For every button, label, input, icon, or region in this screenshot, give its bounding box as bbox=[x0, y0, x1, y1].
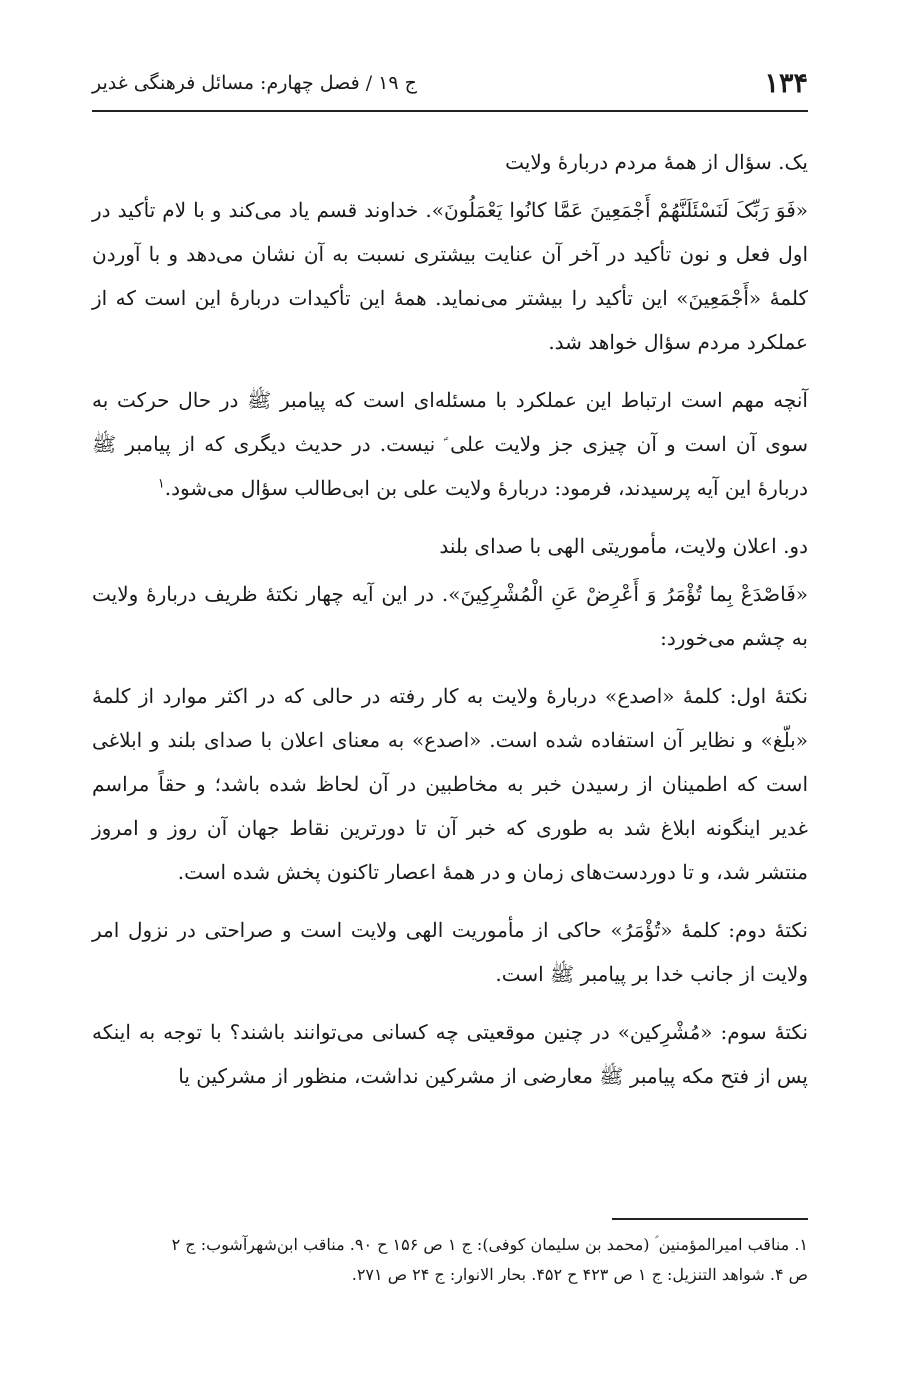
section-two-heading: دو. اعلان ولایت، مأموریتی الهی با صدای بلند bbox=[439, 534, 808, 558]
section-one-paragraph-2-text: آنچه مهم است ارتباط این عملکرد با مسئله‌ای است که پیامبر ﷺ در حال حرکت به سوی آن است و آن چیزی جز ولایت علی ؑ نیست. در حدیث دیگری که از پیامبر ﷺ دربارهٔ این آیه پرسیدند، فرمود: دربارهٔ ولایت علی بن ابی‌طالب سؤال می‌شود. bbox=[92, 388, 808, 500]
footnote-divider bbox=[612, 1218, 808, 1220]
point-one-paragraph: نکتهٔ اول: کلمهٔ «اصدع» دربارهٔ ولایت به کار رفته در حالی که در اکثر موارد از کلمهٔ «بلّغ» و نظایر آن استفاده شده است. «اصدع» به معنای اعلان با صدای بلند و ابلاغی است که اطمینان از رسیدن خبر به مخاطبین در آن لحاظ شده باشد؛ و حقاً مراسم غدیر اینگونه ابلاغ شد به طوری که خبر آن تا دورترین نقاط جهان آن روز و امروز منتشر شد، و تا دوردست‌های زمان و در همهٔ اعصار تاکنون پخش شده است. bbox=[92, 684, 808, 884]
running-title: ج ۱۹ / فصل چهارم: مسائل فرهنگی غدیر bbox=[92, 72, 417, 94]
section-one-heading: یک. سؤال از همهٔ مردم دربارهٔ ولایت bbox=[505, 150, 808, 174]
point-three-paragraph: نکتهٔ سوم: «مُشْرِکین» در چنین موقعیتی چه کسانی می‌توانند باشند؟ با توجه به اینکه پس از فتح مکه پیامبر ﷺ معارضی از مشرکین نداشت، منظور از مشرکین یا bbox=[92, 1020, 808, 1088]
section-one-paragraph-1: «فَوَ رَبِّکَ لَنَسْئَلَنَّهُمْ أَجْمَعِینَ عَمَّا کانُوا یَعْمَلُونَ». خداوند قسم یاد می‌کند و با لام تأکید در اول فعل و نون تأکید در آخر آن عنایت بیشتری نسبت به آن نشان می‌دهد و با آوردن کلمهٔ «أَجْمَعِینَ» این تأکید را بیشتر می‌نماید. همهٔ این تأکیدات دربارهٔ این است که از عملکرد مردم سؤال خواهد شد. bbox=[92, 198, 808, 354]
footnote-line-1: ۱. مناقب امیرالمؤمنین ؑ (محمد بن سلیمان کوفی): ج ۱ ص ۱۵۶ ح ۹۰. مناقب ابن‌شهرآشوب: ج ۲ bbox=[171, 1235, 808, 1254]
footnotes bbox=[92, 1230, 808, 1290]
main-text bbox=[92, 140, 808, 1112]
page-header bbox=[92, 60, 808, 112]
page-number: ۱۳۴ bbox=[764, 67, 808, 99]
section-one-paragraph-2 bbox=[92, 378, 808, 510]
point-two-paragraph: نکتهٔ دوم: کلمهٔ «تُؤْمَرُ» حاکی از مأموریت الهی ولایت است و صراحتی در نزول امر ولایت از جانب خدا بر پیامبر ﷺ است. bbox=[92, 918, 809, 986]
footnote-reference: ۱ bbox=[157, 476, 165, 492]
footnote-line-2: ص ۴. شواهد التنزیل: ج ۱ ص ۴۲۳ ح ۴۵۲. بحار الانوار: ج ۲۴ ص ۲۷۱. bbox=[351, 1265, 808, 1284]
section-two-paragraph-1: «فَاصْدَعْ بِما تُؤْمَرُ وَ أَعْرِضْ عَنِ الْمُشْرِکِینَ». در این آیه چهار نکتهٔ ظریف دربارهٔ ولایت به چشم می‌خورد: bbox=[92, 582, 808, 650]
